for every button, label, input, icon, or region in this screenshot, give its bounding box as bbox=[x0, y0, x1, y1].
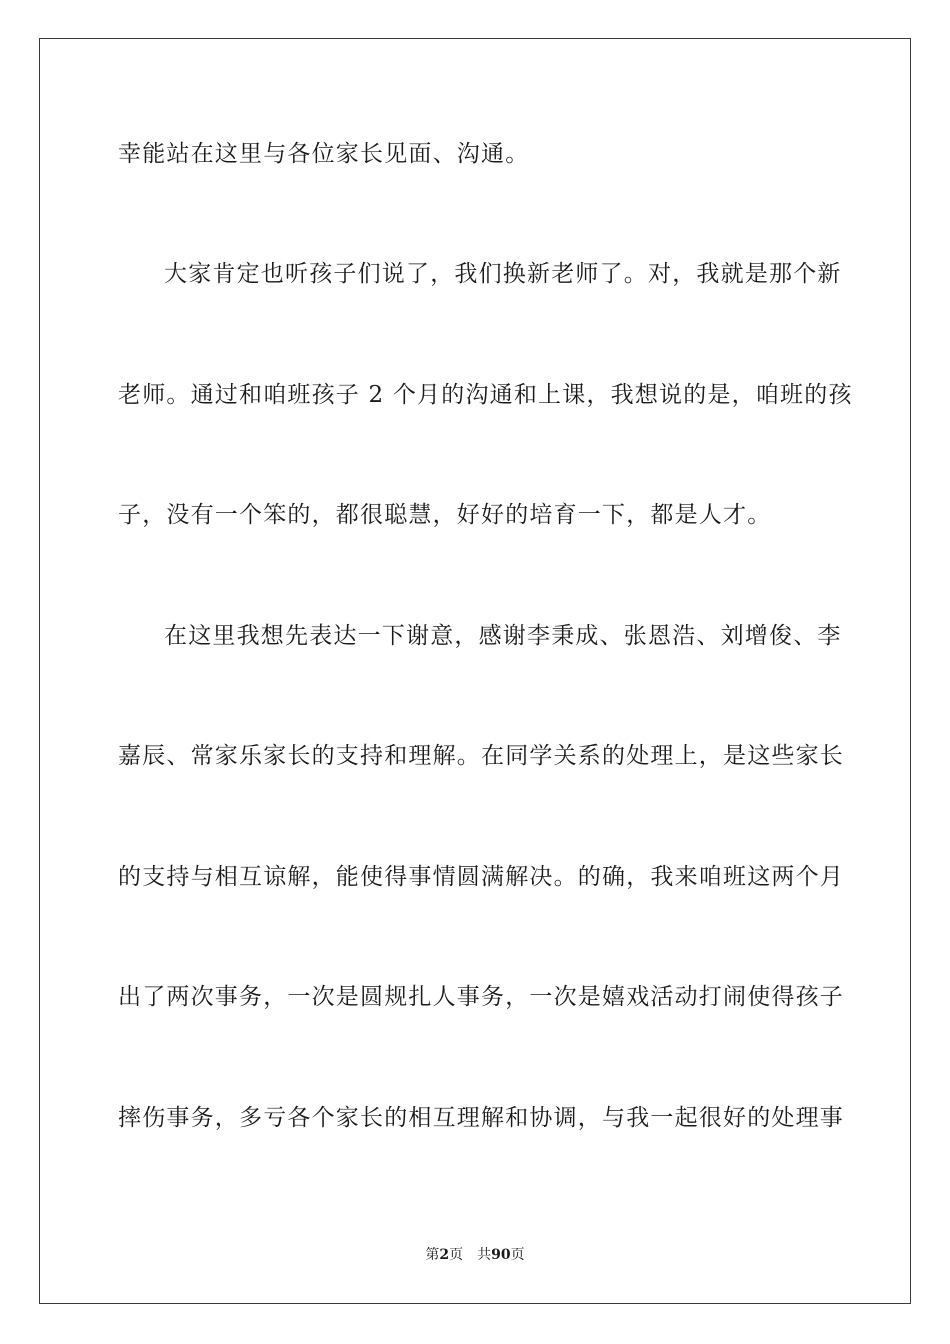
body-line-1: 幸能站在这里与各位家长见面、沟通。 bbox=[118, 141, 530, 167]
body-line-8: 出了两次事务，一次是圆规扎人事务，一次是嬉戏活动打闹使得孩子 bbox=[118, 984, 844, 1010]
body-line-9: 摔伤事务，多亏各个家长的相互理解和协调，与我一起很好的处理事 bbox=[118, 1105, 844, 1131]
body-line-6: 嘉辰、常家乐家长的支持和理解。在同学关系的处理上，是这些家长 bbox=[118, 743, 844, 769]
page-label-suffix: 页 bbox=[449, 1247, 464, 1263]
page-footer bbox=[0, 1246, 950, 1264]
page-number: 2 bbox=[439, 1247, 450, 1263]
body-line-5: 在这里我想先表达一下谢意，感谢李秉成、张恩浩、刘增俊、李 bbox=[164, 623, 842, 649]
body-line-2: 大家肯定也听孩子们说了，我们换新老师了。对，我就是那个新 bbox=[164, 261, 842, 287]
body-line-3: 老师。通过和咱班孩子 2 个月的沟通和上课，我想说的是，咱班的孩 bbox=[118, 382, 853, 408]
body-line-4: 子，没有一个笨的，都很聪慧，好好的培育一下，都是人才。 bbox=[118, 502, 772, 528]
page-label-prefix: 第 bbox=[425, 1247, 440, 1263]
total-label-suffix: 页 bbox=[510, 1247, 525, 1263]
total-label-prefix: 共 bbox=[477, 1247, 492, 1263]
body-line-7: 的支持与相互谅解，能使得事情圆满解决。的确，我来咱班这两个月 bbox=[118, 864, 844, 890]
total-pages: 90 bbox=[491, 1247, 511, 1263]
